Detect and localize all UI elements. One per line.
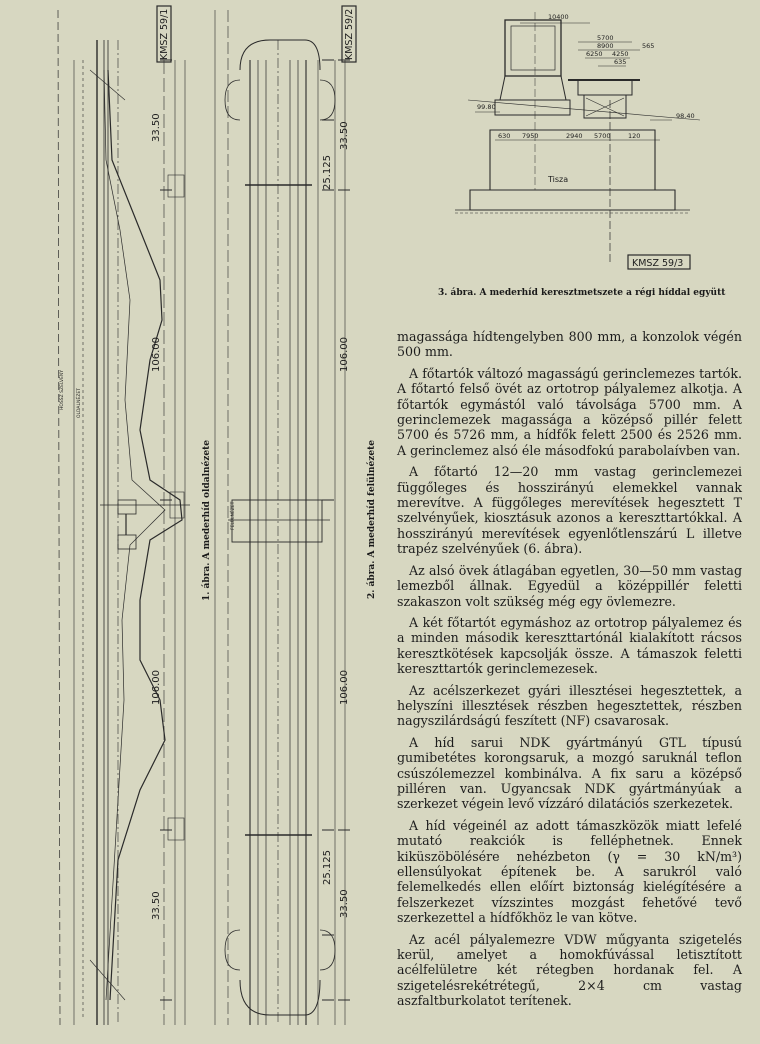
fig3-dim: 10400 <box>548 13 569 21</box>
fig2-dim: 106.00 <box>339 337 350 372</box>
fig3-dim: 2940 <box>566 132 583 140</box>
fig3-dim: 7950 <box>522 132 539 140</box>
fig3-code: KMSZ 59/3 <box>632 258 684 269</box>
fig3-cross-section <box>455 12 700 269</box>
paragraph: A híd sarui NDK gyártmányú GTL típusú gumibetétes korongsaruk, a mozgó saruknál teflon csúszólemezzel kombinálva. A fix saru a középső pilléren van. Ugyancsak NDK gyártmányúak a szerkezet végein levő vízzáró dilatációs szerkezetek. <box>397 734 742 812</box>
fig3-level: 99.80 <box>477 103 496 111</box>
paragraph: Az acélszerkezet gyári illesztései hegesztettek, a helyszíni illesztések részben hegesztettek, részben nagyszilárdságú feszített (NF) csavarosak. <box>397 682 742 729</box>
paragraph: A híd végeinél az adott támaszközök miatt lefelé mutató reakciók is felléphetnek. Ennek kiküszöbölésére nehézbeton (γ = 30 kN/m³) ellensúlyokat építenek be. A sarukról való felemelkedés ellen előírt biztonság kielégítésére a felszerkezet vízszintes mozgást fehetővé tevő szerkezettel a hídfőkhöz le van kötve. <box>397 817 742 926</box>
fig3-caption: 3. ábra. A mederhíd keresztmetszete a régi híddal együtt <box>438 288 726 298</box>
fig2-dim: 33.50 <box>339 121 350 150</box>
fig1-side-label: HOSSZ SZELVÉNY <box>60 370 65 410</box>
paragraph: A két főtartót egymáshoz az ortotrop pályalemez és a minden második kereszttartónál kialakított rácsos keresztkötések kapcsolják össze. A támaszok feletti kereszttartók gerinclemezesek. <box>397 614 742 677</box>
fig3-dim: 120 <box>628 132 641 140</box>
paragraph: Az alsó övek átlagában egyetlen, 30—50 mm vastag lemezből állnak. Egyedül a középpillér feletti szakaszon volt szükség még egy övlemezre. <box>397 562 742 609</box>
fig2-side-label: FELÜLNÉZET <box>231 501 236 530</box>
fig3-dim: 635 <box>614 58 627 66</box>
paragraph: A főtartók változó magasságú gerinclemezes tartók. A főtartó felső övét az ortotrop pályalemez alkotja. A főtartók egymástól való távolsága 5700 mm. A gerinclemezek magassága a középső pillér felett 5700 és 5726 mm, a hídfők felett 2500 és 2526 mm. A gerinclemez alsó éle másodfokú parabolaívben van. <box>397 365 742 458</box>
fig1-dim: 33.50 <box>151 891 162 920</box>
fig1-code: KMSZ 59/1 <box>159 8 170 60</box>
fig1-side-label: OLDALNÉZET <box>77 388 82 418</box>
fig2-dim: 25.125 <box>322 155 333 190</box>
fig2-code: KMSZ 59/2 <box>344 8 355 60</box>
fig1-dim: 106.00 <box>151 670 162 705</box>
fig3-dim: 8900 <box>597 42 614 50</box>
fig2-dim: 33.50 <box>339 889 350 918</box>
fig3-dim: 5700 <box>594 132 611 140</box>
fig2-dim: 106.00 <box>339 670 350 705</box>
fig1-caption: 1. ábra. A mederhíd oldalnézete <box>202 440 212 601</box>
fig2-dim: 25.125 <box>322 850 333 885</box>
fig1-dim: 33.50 <box>151 113 162 142</box>
fig3-level: 98.40 <box>676 112 695 120</box>
fig3-dim: 565 <box>642 42 655 50</box>
paragraph: magassága hídtengelyben 800 mm, a konzolok végén 500 mm. <box>397 329 742 360</box>
article-text <box>397 329 742 1015</box>
fig3-dim: 6250 <box>586 50 603 58</box>
paragraph: A főtartó 12—20 mm vastag gerinclemezei függőleges és hosszirányú elemekkel vannak merevítve. A függőleges merevítések hegesztett T szelvényűek, kiosztásuk azonos a kereszttartókkal. A hosszirányú merevítések egyenlőtlenszárú L illetve trapéz szelvényűek (6. ábra). <box>397 464 742 557</box>
fig3-dim: 4250 <box>612 50 629 58</box>
fig1-dim: 106.00 <box>151 337 162 372</box>
fig3-dim: 5700 <box>597 34 614 42</box>
paragraph: Az acél pályalemezre VDW műgyanta szigetelés kerül, amelyet a homokfúvással letisztított acélfelületre két rétegben hordanak fel. A szigetelésrekétrétegű, 2×4 cm vastag aszfaltburkolatot terítenek. <box>397 931 742 1009</box>
fig3-dim: 630 <box>498 132 511 140</box>
fig3-river: Tisza <box>548 175 569 184</box>
fig2-caption: 2. ábra. A mederhíd felülnézete <box>367 440 377 599</box>
